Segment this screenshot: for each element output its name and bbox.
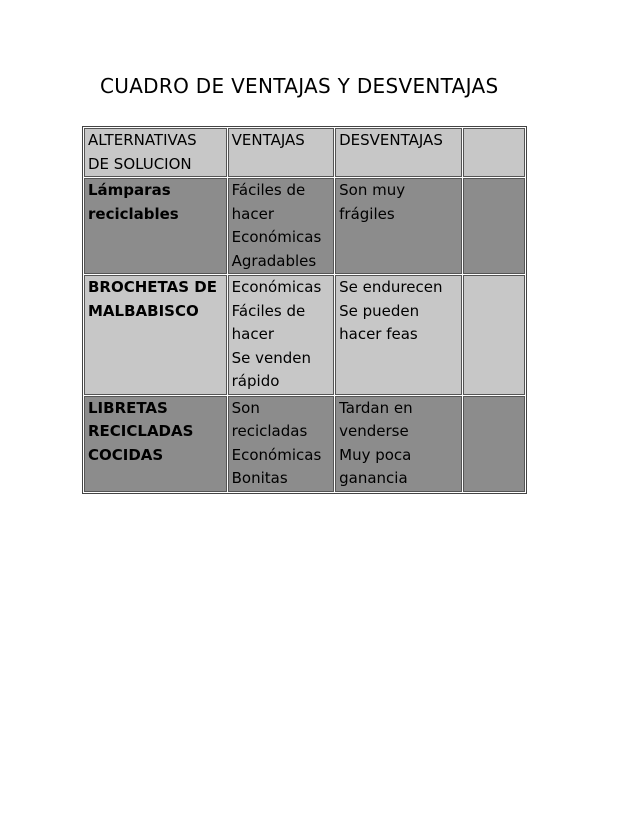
cell-line: frágiles xyxy=(339,204,395,223)
header-desventajas-label: DESVENTAJAS xyxy=(339,131,443,149)
cell-line: Económicas xyxy=(231,445,322,464)
table-row xyxy=(84,178,525,274)
cell-line: Se venden xyxy=(231,348,312,367)
cell-line: MALBABISCO xyxy=(88,301,199,320)
cell-line: Económicas xyxy=(231,278,322,296)
cell-alternativa xyxy=(84,396,227,492)
cell-ventajas xyxy=(228,396,334,492)
cell-line: LIBRETAS xyxy=(88,398,168,417)
cell-line: Fáciles de xyxy=(231,181,306,199)
cell-line: hacer xyxy=(231,325,274,343)
cell-desventajas xyxy=(335,275,462,395)
cell-ventajas xyxy=(228,178,334,274)
header-alternativas xyxy=(84,128,227,177)
table-row xyxy=(84,275,525,395)
header-empty-cell xyxy=(463,128,525,177)
header-alternativas-line: ALTERNATIVAS xyxy=(88,131,197,149)
table-row xyxy=(84,396,525,492)
cell-desventajas xyxy=(335,396,462,492)
cell-line: reciclables xyxy=(88,204,179,223)
cell-line: venderse xyxy=(339,422,409,440)
cell-line: Lámparas xyxy=(88,181,171,199)
cell-line: Fáciles de xyxy=(231,301,306,320)
cell-line: Muy poca xyxy=(339,445,412,464)
cell-line: Se endurecen xyxy=(339,278,443,296)
cell-empty xyxy=(463,396,525,492)
cell-line: Agradables xyxy=(231,251,317,270)
cell-line: hacer feas xyxy=(339,325,418,343)
cell-line: Bonitas xyxy=(231,469,288,487)
header-ventajas xyxy=(228,128,334,177)
cell-desventajas xyxy=(335,178,462,274)
cell-empty xyxy=(463,178,525,274)
cell-line: BROCHETAS DE xyxy=(88,278,217,296)
pros-cons-table xyxy=(82,126,527,494)
cell-empty xyxy=(463,275,525,395)
header-alternativas-line: DE SOLUCION xyxy=(88,154,192,173)
cell-line: Económicas xyxy=(231,228,322,246)
cell-line: Son xyxy=(231,398,260,417)
cell-line: ganancia xyxy=(339,469,408,487)
header-desventajas xyxy=(335,128,462,177)
cell-ventajas xyxy=(228,275,334,395)
cell-alternativa xyxy=(84,178,227,274)
cell-line: hacer xyxy=(231,204,274,223)
cell-line: COCIDAS xyxy=(88,445,164,464)
cell-line: rápido xyxy=(231,372,280,390)
table-header-row xyxy=(84,128,525,177)
page-title: CUADRO DE VENTAJAS Y DESVENTAJAS xyxy=(100,74,499,98)
header-ventajas-label: VENTAJAS xyxy=(231,131,305,149)
cell-line: Son muy xyxy=(339,181,406,199)
cell-line: RECICLADAS xyxy=(88,422,194,440)
cell-line: Se pueden xyxy=(339,301,420,320)
cell-line: Tardan en xyxy=(339,398,413,417)
cell-line: recicladas xyxy=(231,422,308,440)
cell-alternativa xyxy=(84,275,227,395)
